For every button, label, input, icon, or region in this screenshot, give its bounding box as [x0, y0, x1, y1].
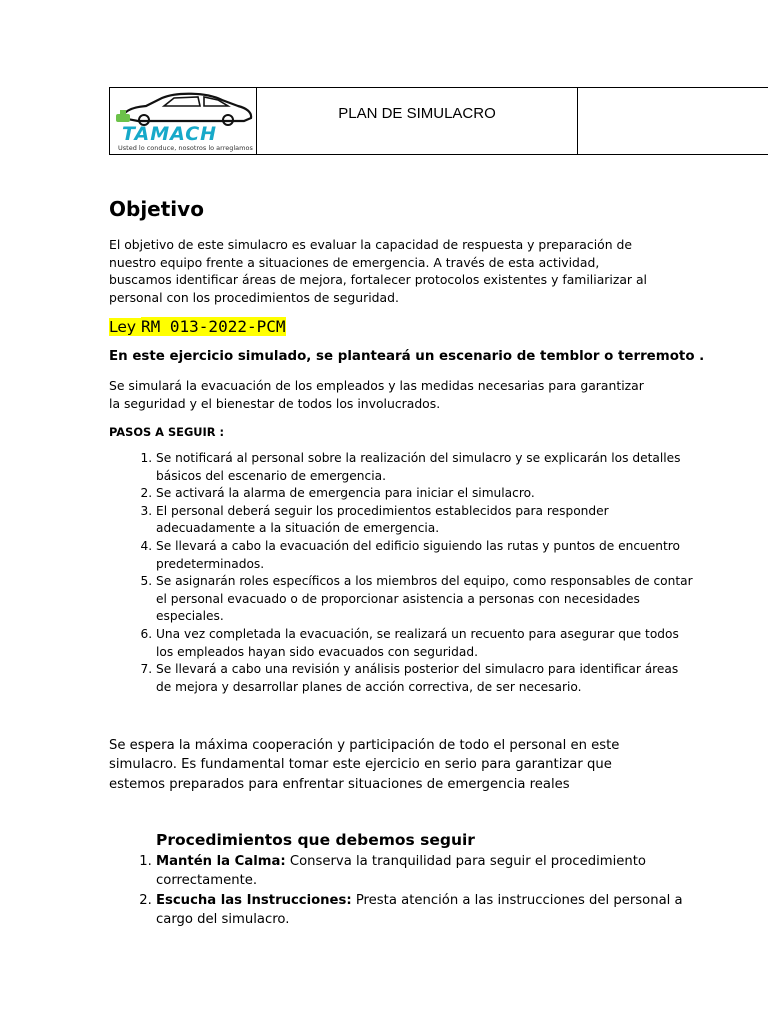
procedure-title: Mantén la Calma: [156, 854, 286, 869]
empty-cell [578, 88, 768, 155]
step-item: 2. Se activará la alarma de emergencia para iniciar el simulacro. [156, 485, 694, 503]
law-reference [109, 317, 286, 336]
header-table [109, 87, 768, 155]
evacuation-paragraph: Se simulará la evacuación de los empleados y las medidas necesarias para garantizar la seguridad y el bienestar de todos los involucrados. [109, 378, 644, 411]
step-item: 4. Se llevará a cabo la evacuación del edificio siguiendo las rutas y puntos de encuentro predeterminados. [156, 538, 694, 573]
procedures-list [128, 852, 696, 929]
steps-list [128, 450, 694, 696]
document-title: PLAN DE SIMULACRO [338, 105, 496, 122]
company-logo [114, 90, 254, 154]
procedure-title: Escucha las Instrucciones: [156, 892, 352, 908]
law-code: RM 013-2022-PCM [141, 317, 286, 336]
scenario-statement: En este ejercicio simulado, se planteará un escenario de temblor o terremoto . [109, 349, 705, 364]
procedure-text: Conserva la tranquilidad para seguir el procedimiento correctamente. [156, 854, 646, 889]
procedures-heading: Procedimientos que debemos seguir [156, 831, 475, 849]
law-prefix: Ley [109, 318, 141, 336]
step-item: 7. Se llevará a cabo una revisión y análisis posterior del simulacro para identificar áreas de mejora y desarrollar planes de acción correctiva, de ser necesario. [156, 661, 694, 696]
procedure-text: Presta atención a las instrucciones del personal a cargo del simulacro. [156, 892, 683, 927]
objective-heading: Objetivo [109, 197, 204, 221]
step-item: 3. El personal deberá seguir los procedimientos establecidos para responder adecuadamente a la situación de emergencia. [156, 503, 694, 538]
steps-title: PASOS A SEGUIR : [109, 425, 225, 439]
objective-paragraph: El objetivo de este simulacro es evaluar la capacidad de respuesta y preparación de nuestro equipo frente a situaciones de emergencia. A través de esta actividad, buscamos identificar áreas de mejora, fortalecer protocolos existentes y familiarizar al personal con los procedimientos de seguridad. [109, 237, 647, 306]
logo-text: TAMACH [122, 123, 218, 145]
step-item: 6. Una vez completada la evacuación, se realizará un recuento para asegurar que todos los empleados hayan sido evacuados con seguridad. [156, 626, 694, 661]
logo-cell [110, 88, 257, 155]
title-cell [257, 88, 578, 155]
logo-slogan: Usted lo conduce, nosotros lo arreglamos [118, 144, 253, 152]
procedure-item [156, 891, 696, 930]
step-item: 1. Se notificará al personal sobre la realización del simulacro y se explicarán los detalles básicos del escenario de emergencia. [156, 450, 694, 485]
step-item: 5. Se asignarán roles específicos a los miembros del equipo, como responsables de contar el personal evacuado o de proporcionar asistencia a personas con necesidades especiales. [156, 573, 694, 626]
closing-paragraph: Se espera la máxima cooperación y participación de todo el personal en este simulacro. Es fundamental tomar este ejercicio en serio para garantizar que estemos preparados para enfrentar situaciones de emergencia reales [109, 738, 620, 792]
procedure-item [156, 852, 696, 891]
